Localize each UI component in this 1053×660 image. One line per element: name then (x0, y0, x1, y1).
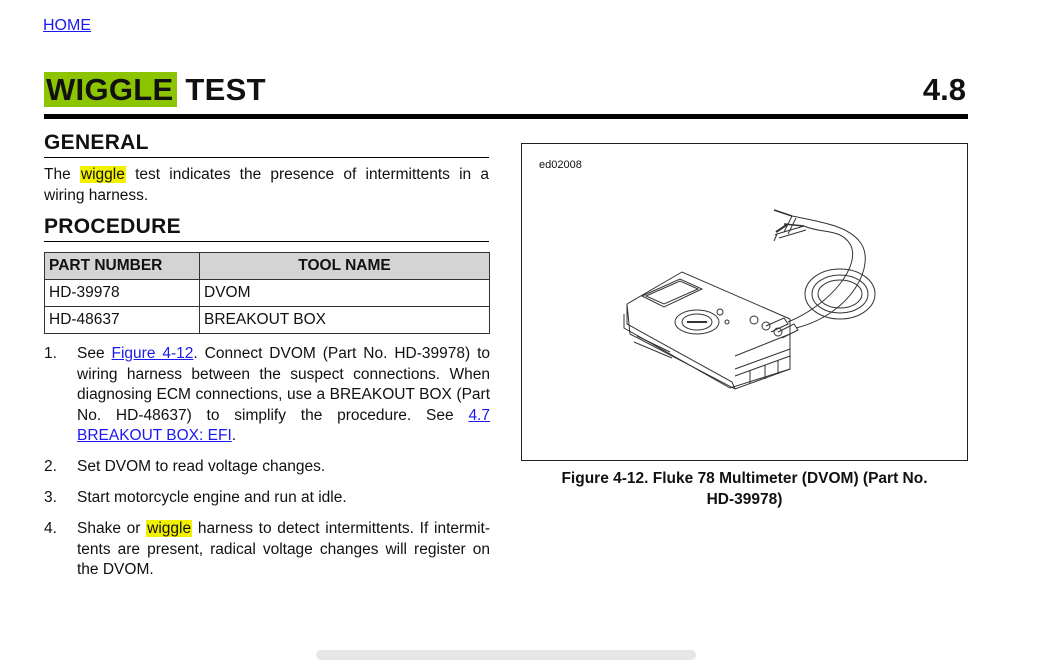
list-item (44, 519, 490, 581)
column-header-tool-name: TOOL NAME (200, 253, 490, 280)
title-highlight: WIGGLE (44, 72, 177, 107)
home-link[interactable]: HOME (43, 17, 91, 34)
step-text: Set DVOM to read voltage changes. (77, 458, 326, 475)
general-text-before: The (44, 166, 80, 183)
general-text-after: test indicates the presence of intermittents in a wiring harness. (44, 166, 490, 204)
section-number: 4.8 (922, 72, 966, 107)
table-row (45, 307, 490, 334)
figure-caption-line: Figure 4-12. Fluke 78 Multimeter (DVOM) (Part No. (561, 470, 928, 487)
page-title-row (44, 71, 968, 111)
search-highlight: wiggle (80, 166, 125, 183)
step-number: 4. (44, 520, 57, 537)
figure-caption (521, 469, 968, 510)
list-item (44, 488, 490, 509)
step-number: 3. (44, 489, 57, 506)
general-heading: GENERAL (44, 131, 489, 158)
general-paragraph (44, 165, 489, 206)
table-cell: BREAKOUT BOX (200, 307, 490, 334)
table-cell: DVOM (200, 280, 490, 307)
procedure-steps (44, 344, 490, 591)
table-header-row (45, 253, 490, 280)
step-text: See (77, 345, 112, 362)
step-text: Start motorcycle engine and run at idle. (77, 489, 347, 506)
table-row (45, 280, 490, 307)
step-number: 2. (44, 458, 57, 475)
figure-box (521, 143, 968, 461)
title-rule (44, 114, 968, 119)
list-item (44, 344, 490, 447)
search-highlight: wiggle (147, 520, 192, 537)
table-cell: HD-48637 (45, 307, 200, 334)
title-rest: TEST (176, 72, 266, 107)
table-cell: HD-39978 (45, 280, 200, 307)
step-number: 1. (44, 345, 57, 362)
step-text: Shake or (77, 520, 147, 537)
multimeter-illustration (522, 144, 967, 460)
tool-table (44, 252, 490, 334)
figure-4-12-link[interactable]: Figure 4-12 (111, 345, 194, 362)
column-header-part-number: PART NUMBER (45, 253, 200, 280)
figure-caption-line: HD-39978) (706, 490, 783, 508)
step-text: . Connect DVOM (Part No. HD-39978) to wiring harness between the suspect connections. When diagnosing ECM connections, use a BREAKOUT BOX (Part No. HD-48637) to simplify the procedure. See (77, 345, 490, 424)
step-text: harness to detect intermittents. If intermit-tents are present, radical voltage changes will register on the DVOM. (77, 520, 490, 578)
breakout-box-efi-link[interactable]: 4.7 BREAKOUT BOX: EFI (77, 406, 490, 444)
procedure-heading: PROCEDURE (44, 215, 489, 242)
page-title (44, 71, 266, 109)
figure-id-label: ed02008 (539, 159, 582, 171)
step-text: . (231, 427, 237, 444)
list-item (44, 457, 490, 478)
horizontal-scrollbar[interactable] (316, 650, 696, 660)
